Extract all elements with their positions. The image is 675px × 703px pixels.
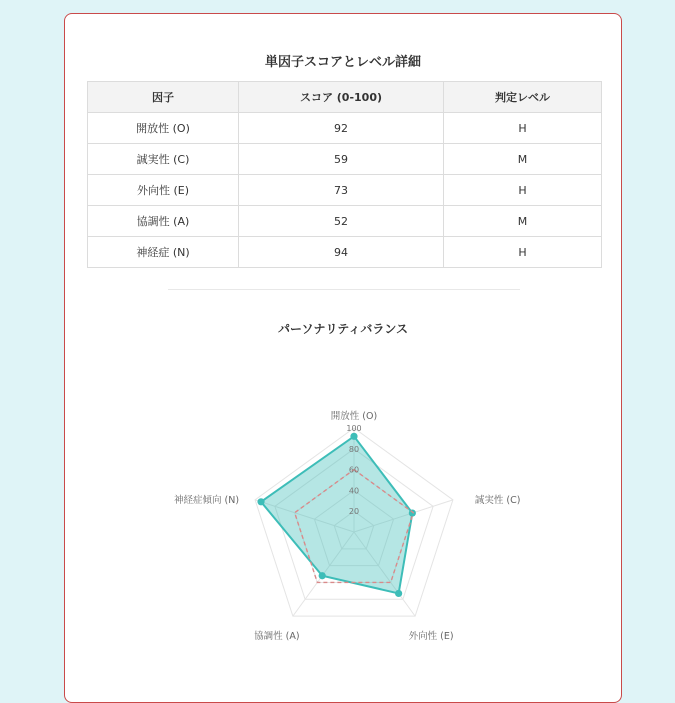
axis-label: 協調性 (A) — [254, 631, 300, 643]
chart-title: パーソナリティバランス — [278, 322, 408, 336]
score-cell: 52 — [239, 206, 444, 237]
level-cell: M — [444, 144, 602, 175]
axis-label: 神経症傾向 (N) — [174, 494, 240, 506]
score-cell: 94 — [239, 237, 444, 268]
axis-label: 開放性 (O) — [330, 411, 378, 422]
factor-cell: 誠実性 (C) — [88, 144, 239, 175]
data-point — [409, 509, 416, 516]
axis-label: 外向性 (E) — [408, 631, 454, 643]
score-cell: 92 — [239, 113, 444, 144]
level-cell: H — [444, 175, 602, 206]
series-area — [261, 436, 412, 593]
tick-label: 60 — [348, 465, 360, 475]
factor-cell: 開放性 (O) — [88, 113, 239, 144]
table-title: 単因子スコアとレベル詳細 — [264, 55, 421, 70]
radar-chart — [65, 374, 621, 694]
section-divider — [168, 289, 520, 290]
axis-label: 誠実性 (C) — [474, 494, 521, 506]
data-point — [395, 590, 402, 597]
tick-label: 80 — [348, 444, 360, 454]
header-score: スコア (0-100) — [239, 82, 444, 113]
header-factor: 因子 — [88, 82, 239, 113]
score-table — [87, 81, 602, 268]
data-point — [319, 572, 326, 579]
tick-label: 20 — [348, 507, 360, 517]
factor-cell: 外向性 (E) — [88, 175, 239, 206]
table-row — [88, 237, 602, 268]
table-row — [88, 206, 602, 237]
tick-label: 40 — [348, 486, 360, 496]
table-row — [88, 175, 602, 206]
factor-cell: 協調性 (A) — [88, 206, 239, 237]
data-point — [257, 498, 264, 505]
header-level: 判定レベル — [444, 82, 602, 113]
tick-label: 100 — [346, 424, 362, 433]
level-cell: H — [444, 113, 602, 144]
factor-cell: 神経症 (N) — [88, 237, 239, 268]
level-cell: H — [444, 237, 602, 268]
table-row — [88, 113, 602, 144]
score-cell: 73 — [239, 175, 444, 206]
score-cell: 59 — [239, 144, 444, 175]
table-header-row — [88, 82, 602, 113]
level-cell: M — [444, 206, 602, 237]
data-point — [350, 433, 357, 440]
report-card — [64, 13, 622, 703]
table-row — [88, 144, 602, 175]
